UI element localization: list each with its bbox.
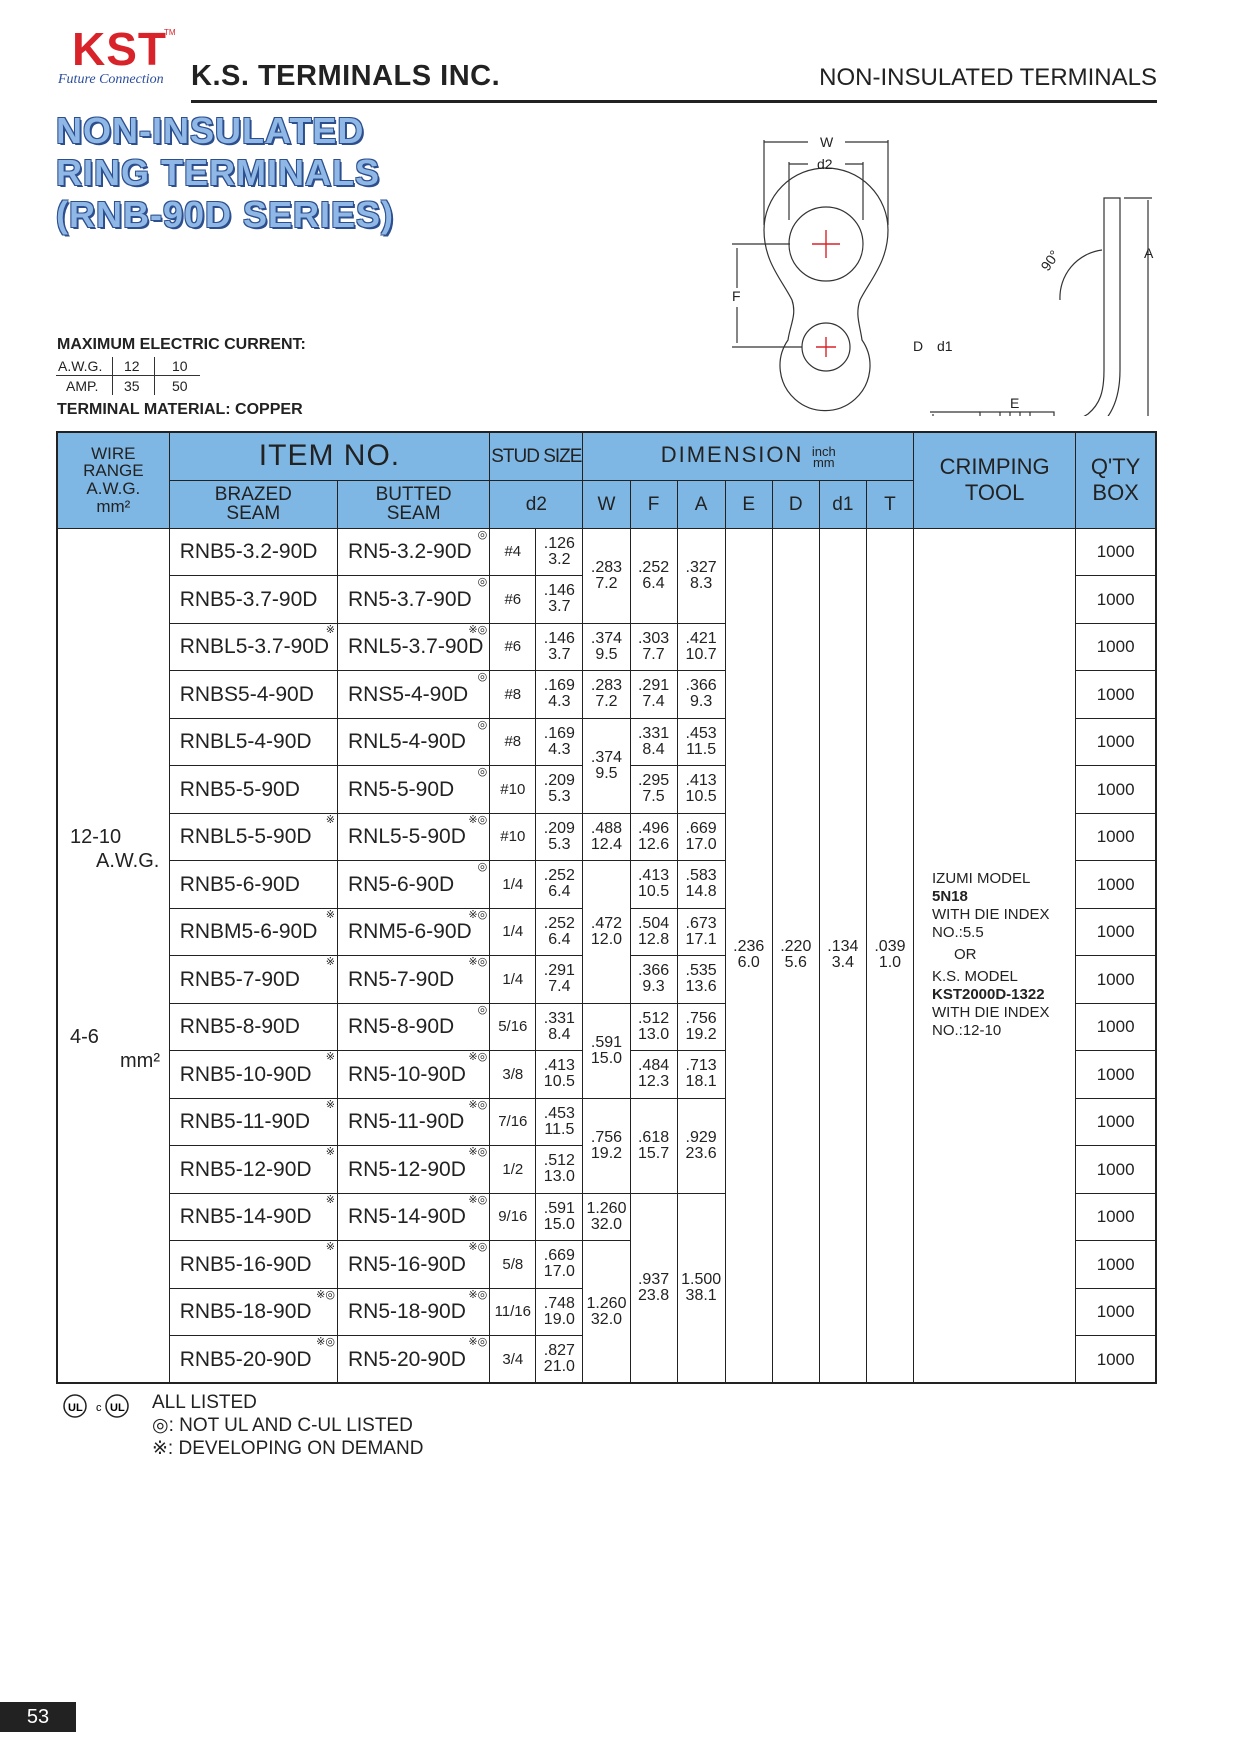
header-brazed-seam: BRAZED SEAM <box>169 480 337 528</box>
a-value: .583 14.8 <box>677 861 725 909</box>
f-value: .504 12.8 <box>630 908 677 956</box>
butted-marker: ◎ <box>477 766 488 778</box>
d2-value: .252 6.4 <box>536 908 583 956</box>
d2-value: .331 8.4 <box>536 1003 583 1051</box>
legend-not-listed: ◎: NOT UL AND C-UL LISTED <box>152 1415 413 1436</box>
svg-text:UL: UL <box>110 1402 125 1414</box>
header-qty-box: Q'TY BOX <box>1076 432 1156 528</box>
product-table-body <box>57 528 1156 1383</box>
qty-per-box: 1000 <box>1076 1193 1156 1241</box>
header-d: D <box>772 480 819 528</box>
diagram-label-w: W <box>820 134 834 150</box>
butted-marker: ※◎ <box>468 1146 488 1158</box>
brazed-seam-item: RNB5-6-90D <box>169 861 337 909</box>
brazed-seam-item: RNBL5-3.7-90D ※ <box>169 623 337 671</box>
diagram-label-d: D <box>913 338 924 354</box>
header-butted-seam: BUTTED SEAM <box>337 480 489 528</box>
header-w: W <box>583 480 630 528</box>
wire-range-awg: 12-10 <box>70 825 122 848</box>
qty-per-box: 1000 <box>1076 1146 1156 1194</box>
legend-developing: ※: DEVELOPING ON DEMAND <box>152 1438 424 1459</box>
brazed-seam-item: RNB5-18-90D ※◎ <box>169 1288 337 1336</box>
diagram-label-e: E <box>1010 395 1020 411</box>
stud-size: #4 <box>490 528 536 576</box>
svg-text:c: c <box>96 1402 102 1414</box>
brazed-marker: ※ <box>325 956 335 968</box>
butted-marker: ※◎ <box>468 623 488 636</box>
d1-value: .134 3.4 <box>819 528 866 1383</box>
stud-size: #6 <box>490 623 536 671</box>
butted-seam-item: RN5-8-90D ◎ <box>337 1003 489 1051</box>
page-number: 53 <box>0 1702 76 1732</box>
qty-per-box: 1000 <box>1076 528 1156 576</box>
w-value: .488 12.4 <box>583 813 630 861</box>
stud-size: #10 <box>490 813 536 861</box>
max-current-label: MAXIMUM ELECTRIC CURRENT: <box>57 336 306 353</box>
d2-value: .169 4.3 <box>536 718 583 766</box>
e-value: .236 6.0 <box>725 528 772 1383</box>
brazed-marker: ※ <box>325 623 335 636</box>
qty-per-box: 1000 <box>1076 576 1156 624</box>
d2-value: .146 3.7 <box>536 576 583 624</box>
butted-marker: ◎ <box>477 1003 488 1016</box>
w-value: .283 7.2 <box>583 671 630 719</box>
f-value: .291 7.4 <box>630 671 677 719</box>
terminal-material: TERMINAL MATERIAL: COPPER <box>57 401 303 418</box>
svg-text:UL: UL <box>68 1402 83 1414</box>
butted-seam-item: RN5-3.2-90D ◎ <box>337 528 489 576</box>
d2-value: .126 3.2 <box>536 528 583 576</box>
stud-size: 11/16 <box>490 1288 536 1336</box>
crimping-tool-cell: IZUMI MODEL 5N18 WITH DIE INDEX NO.:5.5 OR K.S. MODEL KST2000D-1322 WITH DIE INDEX NO.:12-10 <box>913 528 1075 1383</box>
brazed-seam-item: RNBS5-4-90D <box>169 671 337 719</box>
diagram-label-a: A <box>1144 245 1154 261</box>
d2-value: .209 5.3 <box>536 813 583 861</box>
qty-per-box: 1000 <box>1076 671 1156 719</box>
awg-value-10: 10 <box>172 358 188 374</box>
a-value: .756 19.2 <box>677 1003 725 1051</box>
brazed-seam-item: RNBL5-4-90D <box>169 718 337 766</box>
wire-range-cell <box>57 528 169 1383</box>
qty-per-box: 1000 <box>1076 766 1156 814</box>
table-row <box>57 528 1156 576</box>
qty-per-box: 1000 <box>1076 718 1156 766</box>
d2-value: .827 21.0 <box>536 1336 583 1384</box>
qty-per-box: 1000 <box>1076 1336 1156 1384</box>
header-crimping-tool: CRIMPING TOOL <box>913 432 1075 528</box>
a-value: .713 18.1 <box>677 1051 725 1099</box>
w-value: .756 19.2 <box>583 1098 630 1193</box>
stud-size: #10 <box>490 766 536 814</box>
w-value: .374 9.5 <box>583 718 630 813</box>
butted-marker: ◎ <box>477 718 488 731</box>
butted-marker: ※◎ <box>468 956 488 968</box>
a-value: .929 23.6 <box>677 1098 725 1193</box>
diagram-label-angle: 90° <box>1037 247 1063 274</box>
qty-per-box: 1000 <box>1076 1051 1156 1099</box>
butted-seam-item: RN5-5-90D ◎ <box>337 766 489 814</box>
amp-value-50: 50 <box>172 378 188 394</box>
butted-marker: ※◎ <box>468 1193 488 1206</box>
stud-size: 1/2 <box>490 1146 536 1194</box>
brazed-seam-item: RNB5-14-90D ※ <box>169 1193 337 1241</box>
stud-size: 5/8 <box>490 1241 536 1289</box>
wire-range-mm: 4-6 <box>70 1025 99 1048</box>
brazed-marker: ※◎ <box>316 1288 335 1301</box>
header-e: E <box>725 480 772 528</box>
stud-size: 1/4 <box>490 861 536 909</box>
w-value: .591 15.0 <box>583 1003 630 1098</box>
butted-marker: ◎ <box>477 528 488 541</box>
d2-value: .669 17.0 <box>536 1241 583 1289</box>
d2-value: .169 4.3 <box>536 671 583 719</box>
stud-size: 3/4 <box>490 1336 536 1384</box>
f-value: .618 15.7 <box>630 1098 677 1193</box>
header-d1: d1 <box>819 480 866 528</box>
title-line-2: RING TERMINALS <box>56 152 380 193</box>
butted-seam-item: RN5-6-90D ◎ <box>337 861 489 909</box>
logo-tagline: Future Connection <box>58 72 164 87</box>
f-value: .484 12.3 <box>630 1051 677 1099</box>
d2-value: .453 11.5 <box>536 1098 583 1146</box>
brazed-seam-item: RNB5-11-90D ※ <box>169 1098 337 1146</box>
stud-size: 9/16 <box>490 1193 536 1241</box>
amp-value-35: 35 <box>124 378 140 394</box>
qty-per-box: 1000 <box>1076 813 1156 861</box>
butted-seam-item: RN5-11-90D ※◎ <box>337 1098 489 1146</box>
brazed-marker: ※ <box>325 1146 335 1158</box>
d2-value: .291 7.4 <box>536 956 583 1004</box>
brazed-seam-item: RNB5-16-90D ※ <box>169 1241 337 1289</box>
butted-seam-item: RN5-20-90D ※◎ <box>337 1336 489 1384</box>
brazed-seam-item: RNB5-20-90D ※◎ <box>169 1336 337 1384</box>
title-line-3: (RNB-90D SERIES) <box>56 194 395 235</box>
unit-mm: mm <box>812 455 835 471</box>
qty-per-box: 1000 <box>1076 908 1156 956</box>
terminal-drawing <box>720 126 1170 416</box>
a-value: .421 10.7 <box>677 623 725 671</box>
butted-marker: ※◎ <box>468 1241 488 1253</box>
butted-seam-item: RN5-12-90D ※◎ <box>337 1146 489 1194</box>
butted-seam-item: RN5-16-90D ※◎ <box>337 1241 489 1289</box>
w-value: .283 7.2 <box>583 528 630 623</box>
d2-value: .413 10.5 <box>536 1051 583 1099</box>
w-value: .374 9.5 <box>583 623 630 671</box>
diagram-label-d1: d1 <box>937 338 953 354</box>
brazed-marker: ※ <box>325 1193 335 1206</box>
qty-per-box: 1000 <box>1076 861 1156 909</box>
d2-value: .146 3.7 <box>536 623 583 671</box>
header-wire-range: WIRE RANGE A.W.G. mm² <box>57 432 169 528</box>
w-value: 1.260 32.0 <box>583 1241 630 1384</box>
f-value: .252 6.4 <box>630 528 677 623</box>
header-rule <box>191 100 1157 103</box>
f-value: .512 13.0 <box>630 1003 677 1051</box>
awg-value-12: 12 <box>124 358 140 374</box>
f-value: .496 12.6 <box>630 813 677 861</box>
header-d2: d2 <box>490 480 583 528</box>
f-value: .413 10.5 <box>630 861 677 909</box>
d2-value: .252 6.4 <box>536 861 583 909</box>
title-line-1: NON-INSULATED <box>56 110 365 151</box>
legend <box>152 1391 423 1460</box>
a-value: .413 10.5 <box>677 766 725 814</box>
section-title: NON-INSULATED TERMINALS <box>819 64 1157 91</box>
header-dimension: DIMENSION inch mm <box>583 432 914 480</box>
brazed-seam-item: RNBL5-5-90D ※ <box>169 813 337 861</box>
brazed-seam-item: RNB5-3.7-90D <box>169 576 337 624</box>
brazed-marker: ※ <box>325 1241 335 1253</box>
legend-all-listed: ALL LISTED <box>152 1392 257 1413</box>
butted-seam-item: RN5-10-90D ※◎ <box>337 1051 489 1099</box>
awg-label: A.W.G. <box>58 358 103 374</box>
butted-marker: ※◎ <box>468 908 488 921</box>
f-value: .303 7.7 <box>630 623 677 671</box>
f-value: .937 23.8 <box>630 1193 677 1383</box>
stud-size: #8 <box>490 671 536 719</box>
d-value: .220 5.6 <box>772 528 819 1383</box>
stud-size: 5/16 <box>490 1003 536 1051</box>
butted-seam-item: RN5-3.7-90D ◎ <box>337 576 489 624</box>
stud-size: #8 <box>490 718 536 766</box>
butted-marker: ◎ <box>477 576 488 588</box>
brazed-seam-item: RNBM5-6-90D ※ <box>169 908 337 956</box>
company-name: K.S. TERMINALS INC. <box>191 60 501 92</box>
qty-per-box: 1000 <box>1076 1003 1156 1051</box>
a-value: .669 17.0 <box>677 813 725 861</box>
brazed-seam-item: RNB5-8-90D <box>169 1003 337 1051</box>
t-value: .039 1.0 <box>866 528 913 1383</box>
stud-size: 7/16 <box>490 1098 536 1146</box>
butted-seam-item: RNL5-3.7-90D ※◎ <box>337 623 489 671</box>
wire-range-awg-unit: A.W.G. <box>96 849 160 872</box>
header-a: A <box>677 480 725 528</box>
logo-trademark: TM <box>164 28 176 37</box>
header-f: F <box>630 480 677 528</box>
butted-seam-item: RN5-14-90D ※◎ <box>337 1193 489 1241</box>
qty-per-box: 1000 <box>1076 623 1156 671</box>
a-value: .535 13.6 <box>677 956 725 1004</box>
a-value: .366 9.3 <box>677 671 725 719</box>
brazed-marker: ※ <box>325 1098 335 1111</box>
butted-marker: ※◎ <box>468 1288 488 1301</box>
qty-per-box: 1000 <box>1076 1098 1156 1146</box>
butted-marker: ※◎ <box>468 1051 488 1063</box>
brazed-seam-item: RNB5-5-90D <box>169 766 337 814</box>
butted-marker: ※◎ <box>468 813 488 826</box>
ul-logos <box>62 1393 132 1424</box>
butted-seam-item: RN5-7-90D ※◎ <box>337 956 489 1004</box>
w-value: .472 12.0 <box>583 861 630 1004</box>
qty-per-box: 1000 <box>1076 956 1156 1004</box>
header-stud-size: STUD SIZE <box>490 432 583 480</box>
brazed-marker: ※ <box>325 908 335 921</box>
f-value: .295 7.5 <box>630 766 677 814</box>
wire-range-mm-unit: mm² <box>120 1049 160 1072</box>
brazed-seam-item: RNB5-10-90D ※ <box>169 1051 337 1099</box>
butted-seam-item: RNL5-4-90D ◎ <box>337 718 489 766</box>
butted-marker: ◎ <box>477 861 488 873</box>
stud-size: #6 <box>490 576 536 624</box>
header-item-no: ITEM NO. <box>169 432 490 480</box>
stud-size: 1/4 <box>490 956 536 1004</box>
brazed-marker: ※◎ <box>316 1336 335 1348</box>
brazed-marker: ※ <box>325 1051 335 1063</box>
butted-seam-item: RN5-18-90D ※◎ <box>337 1288 489 1336</box>
brazed-seam-item: RNB5-3.2-90D <box>169 528 337 576</box>
d2-value: .591 15.0 <box>536 1193 583 1241</box>
qty-per-box: 1000 <box>1076 1288 1156 1336</box>
f-value: .366 9.3 <box>630 956 677 1004</box>
current-spec-table <box>56 357 200 395</box>
ul-listed-icon <box>62 1393 132 1419</box>
butted-marker: ※◎ <box>468 1336 488 1348</box>
butted-seam-item: RNS5-4-90D ◎ <box>337 671 489 719</box>
butted-marker: ◎ <box>477 671 488 683</box>
brazed-seam-item: RNB5-7-90D ※ <box>169 956 337 1004</box>
a-value: .327 8.3 <box>677 528 725 623</box>
d2-value: .512 13.0 <box>536 1146 583 1194</box>
a-value: .453 11.5 <box>677 718 725 766</box>
qty-per-box: 1000 <box>1076 1241 1156 1289</box>
header-t: T <box>866 480 913 528</box>
a-value: 1.500 38.1 <box>677 1193 725 1383</box>
stud-size: 1/4 <box>490 908 536 956</box>
d2-value: .748 19.0 <box>536 1288 583 1336</box>
unit-inch: inch <box>811 443 836 459</box>
stud-size: 3/8 <box>490 1051 536 1099</box>
diagram-label-d2: d2 <box>817 156 833 172</box>
butted-marker: ※◎ <box>468 1098 488 1111</box>
kst-logo: KST <box>72 23 167 75</box>
w-value: 1.260 32.0 <box>583 1193 630 1241</box>
d2-value: .209 5.3 <box>536 766 583 814</box>
f-value: .331 8.4 <box>630 718 677 766</box>
amp-label: AMP. <box>66 378 99 394</box>
butted-seam-item: RNL5-5-90D ※◎ <box>337 813 489 861</box>
a-value: .673 17.1 <box>677 908 725 956</box>
brazed-marker: ※ <box>325 813 335 826</box>
product-table <box>56 431 1157 1384</box>
butted-seam-item: RNM5-6-90D ※◎ <box>337 908 489 956</box>
brazed-seam-item: RNB5-12-90D ※ <box>169 1146 337 1194</box>
diagram-label-f: F <box>732 288 741 304</box>
